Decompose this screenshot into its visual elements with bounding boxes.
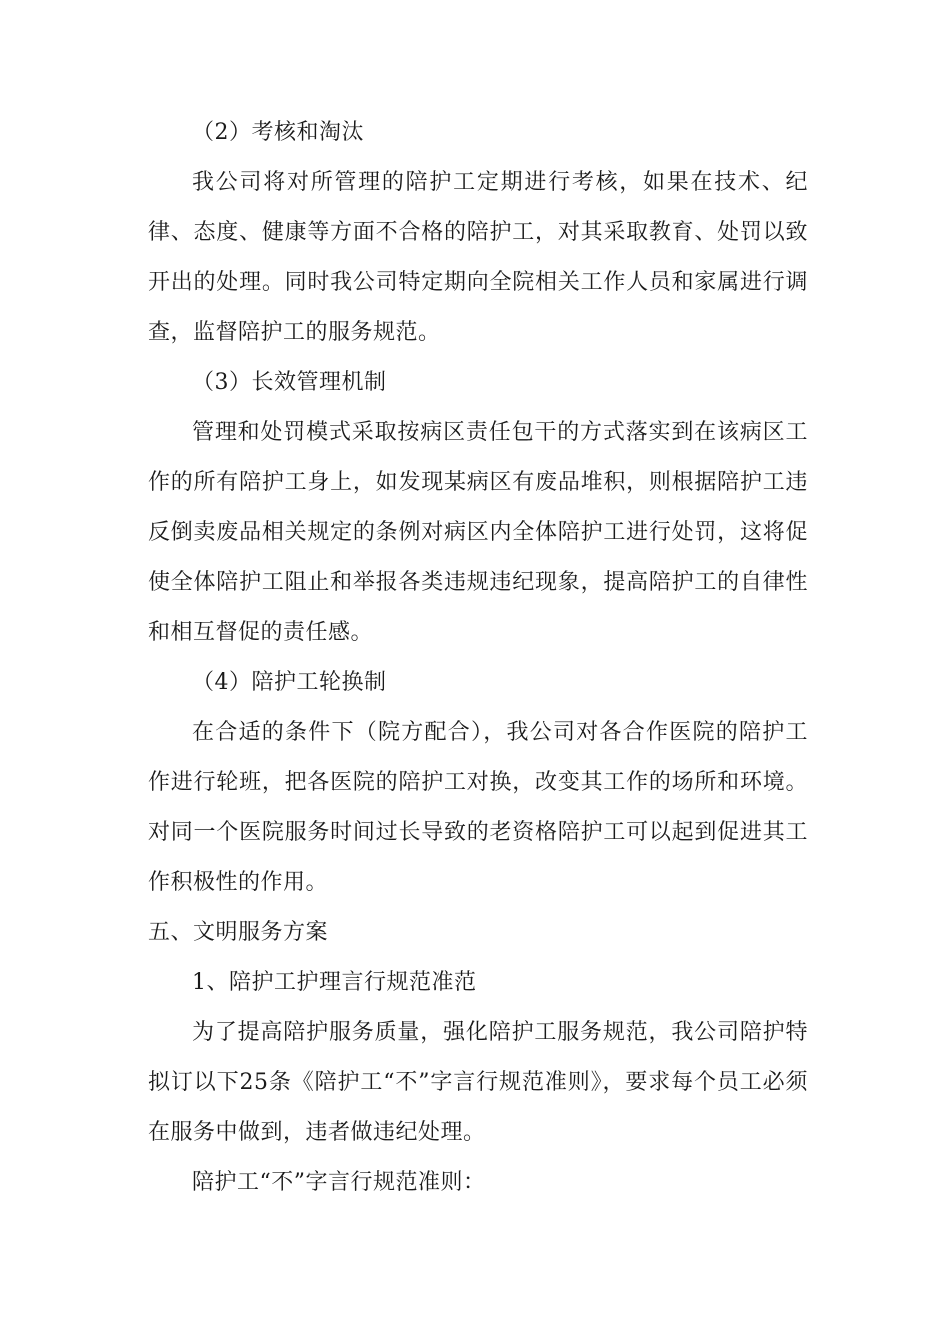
section-heading-rotation: （4）陪护工轮换制 xyxy=(192,670,387,695)
section-heading-assessment: （2）考核和淘汰 xyxy=(192,120,364,145)
paragraph-rotation: 在合适的条件下（院方配合），我公司对各合作医院的陪护工作进行轮班，把各医院的陪护工对换，改变其工作的场所和环境。对同一个医院服务时间过长导致的老资格陪护工可以起到促进其工作积极性的作用。 xyxy=(148,720,808,895)
paragraph-conduct-norms: 为了提高陪护服务质量，强化陪护工服务规范，我公司陪护特拟订以下25条《陪护工“不”字言行规范准则》，要求每个员工必须在服务中做到，违者做违纪处理。 xyxy=(148,1020,808,1145)
paragraph-rules-intro: 陪护工“不”字言行规范准则： xyxy=(192,1170,486,1195)
section-heading-long-term-mechanism: （3）长效管理机制 xyxy=(192,370,387,395)
subsection-heading-conduct-norms: 1、陪护工护理言行规范准范 xyxy=(192,970,477,995)
chapter-heading-civilized-service: 五、文明服务方案 xyxy=(148,920,329,945)
document-page xyxy=(148,108,808,1208)
paragraph-long-term-mechanism: 管理和处罚模式采取按病区责任包干的方式落实到在该病区工作的所有陪护工身上，如发现某病区有废品堆积，则根据陪护工违反倒卖废品相关规定的条例对病区内全体陪护工进行处罚，这将促使全体陪护工阻止和举报各类违规违纪现象，提高陪护工的自律性和相互督促的责任感。 xyxy=(148,420,808,645)
paragraph-assessment: 我公司将对所管理的陪护工定期进行考核，如果在技术、纪律、态度、健康等方面不合格的陪护工，对其采取教育、处罚以致开出的处理。同时我公司特定期向全院相关工作人员和家属进行调查，监督陪护工的服务规范。 xyxy=(148,170,808,345)
